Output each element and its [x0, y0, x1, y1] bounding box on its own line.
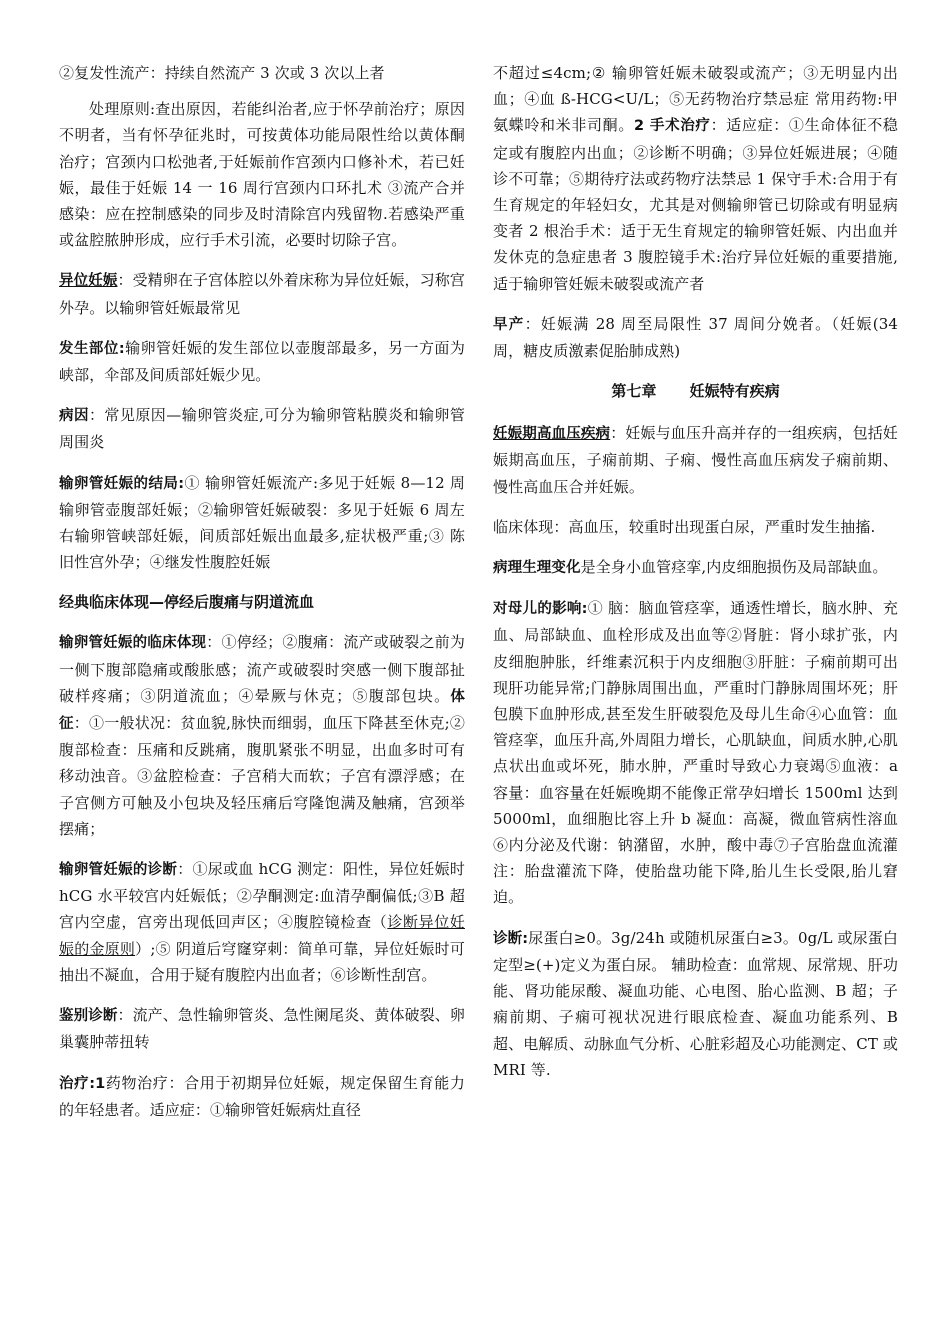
outcome-paragraph	[59, 470, 465, 576]
treatment-principle-paragraph: 处理原则:查出原因，若能纠治者,应于怀孕前治疗；原因不明者，当有怀孕征兆时，可按黄体功能局限性给以黄体酮治疗；宫颈内口松弛者,于妊娠前作宫颈内口修补术，若已妊娠，最佳于妊娠 14 一 16 周行宫颈内口环扎术 ③流产合并感染：应在控制感染的同步及时清除宫内残留物.若感染严重或盆腔脓肿形成，应行手术引流，必要时切除子宫。	[59, 100, 465, 250]
preterm-paragraph	[493, 311, 898, 364]
clinical-text: ：①停经；②腹痛：流产或破裂之前为一侧下腹部隐痛或酸胀感；流产或破裂时突感一侧下腹部扯破样疼痛；③阴道流血；④晕厥与休克；⑤腹部包块。	[59, 633, 466, 705]
treatment-continued-paragraph	[493, 60, 898, 297]
treatment-text: 药物治疗：合用于初期异位妊娠，规定保留生育能力的年轻患者。适应症：①输卵管妊娠病灶直径	[59, 1073, 465, 1119]
chapter-title: 妊娠特有疾病	[689, 382, 780, 401]
differential-paragraph	[59, 1002, 465, 1055]
diagnosis-criteria-term: 诊断:	[493, 930, 529, 947]
diagnosis-term: 输卵管妊娠的诊断	[59, 862, 178, 879]
site-term: 发生部位:	[59, 340, 125, 357]
clinical-presentation-paragraph: 临床体现：高血压，较重时出现蛋白尿，严重时发生抽搐.	[493, 517, 876, 536]
clinical-paragraph	[59, 629, 465, 842]
outcome-text: ① 输卵管妊娠流产:多见于妊娠 8—12 周输卵管壶腹部妊娠；②输卵管妊娠破裂：多见于妊娠 6 周左右输卵管峡部妊娠，间质部妊娠出血最多,症状极严重;③ 陈旧性宫外孕；④继发性腹腔妊娠	[59, 473, 465, 572]
right-column	[493, 60, 898, 1097]
hypertension-definition: ：妊娠与血压升高并存的一组疾病，包括妊娠期高血压，子痫前期、子痫、慢性高血压病发子痫前期、慢性高血压合并妊娠。	[493, 424, 898, 496]
differential-text: ：流产、急性输卵管炎、急性阑尾炎、黄体破裂、卵巢囊肿蒂扭转	[59, 1006, 465, 1052]
impact-text: ① 脑：脑血管痉挛，通透性增长，脑水肿、充血、局部缺血、血栓形成及出血等②肾脏：肾小球扩张，内皮细胞肿胀，纤维素沉积于内皮细胞③肝脏：子痫前期可出现肝功能异常;门静脉周围出血，严重时门静脉周围坏死；肝包膜下血肿形成,甚至发生肝破裂危及母儿生命④心血管：血管痉挛，血压升高,外周阻力增长，心肌缺血，间质水肿,心肌点状出血或坏死，肺水肿，严重时导致心力衰竭⑤血液：a 容量：血容量在妊娠晚期不能像正常孕妇增长 1500ml 达到 5000ml，血细胞比容上升 b 凝血：高凝，微血管病性溶血⑥内分泌及代谢：钠潴留，水肿，酸中毒⑦子宫胎盘血流灌注：胎盘灌流下降，使胎盘功能下降,胎儿生长受限,胎儿窘迫。	[493, 599, 898, 907]
surgery-term: 2 手术治疗	[634, 118, 711, 135]
preterm-text: ：妊娠满 28 周至局限性 37 周间分娩者。（妊娠(34 周，糖皮质激素促胎肺成熟)	[493, 314, 899, 361]
treatment-term: 治疗:1	[59, 1075, 106, 1092]
site-paragraph	[59, 335, 465, 388]
chapter-number: 第七章	[611, 382, 657, 401]
ectopic-definition: ：受精卵在子宫体腔以外着床称为异位妊娠，习称宫外孕。以输卵管妊娠最常见	[59, 271, 465, 317]
diagnosis-text-1: ：①尿或血 hCG 测定：阳性，异位妊娠时 hCG 水平较宫内妊娠低；②孕酮测定:血清孕酮偏低;③B 超宫内空虚，宫旁出现低回声区；④腹腔镜检查（	[59, 860, 465, 932]
diagnosis-text-2: ）;⑤ 阴道后穹窿穿刺：简单可靠，异位妊娠时可抽出不凝血，合用于疑有腹腔内出血者；⑥诊断性刮宫。	[59, 939, 465, 984]
left-column	[59, 60, 465, 1137]
treatment-paragraph	[59, 1070, 465, 1123]
hypertension-term: 妊娠期高血压疾病	[493, 426, 611, 443]
differential-term: 鉴别诊断	[59, 1008, 118, 1025]
classic-presentation-heading: 经典临床体现—停经后腹痛与阴道流血	[59, 593, 315, 612]
clinical-term: 输卵管妊娠的临床体现	[59, 635, 207, 652]
diagnosis-paragraph	[59, 856, 465, 988]
pathophysiology-text: 是全身小血管痉挛,内皮细胞损伤及局部缺血。	[580, 558, 888, 577]
ectopic-definition-paragraph	[59, 267, 465, 320]
cause-paragraph	[59, 402, 465, 455]
recurrent-abortion-paragraph: ②复发性流产：持续自然流产 3 次或 3 次以上者	[59, 64, 385, 82]
sign-term: 体征	[59, 688, 465, 733]
treatment-continued-text-2: ：适应症：①生命体征不稳定或有腹腔内出血；②诊断不明确；③异位妊娠进展；④随诊不可靠；⑤期待疗法或药物疗法禁忌 1 保守手术:合用于有生育规定的年轻妇女，尤其是对侧输卵管已切除或有明显病变者 2 根治手术：适于无生育规定的输卵管妊娠、内出血并发休克的急症患者 3 腹腔镜手术:治疗异位妊娠的重要措施,适于输卵管妊娠未破裂或流产者	[493, 116, 899, 293]
diagnosis-criteria-text: 尿蛋白≥0。3g/24h 或随机尿蛋白≥3。0g/L 或尿蛋白定型≥(+)定义为蛋白尿。 辅助检查：血常规、尿常规、肝功能、肾功能尿酸、凝血功能、心电图、胎心监测、B 超；子痫前期、子痫可视状况进行眼底检查、凝血功能系列、B 超、电解质、动脉血气分析、心脏彩超及心功能测定、CT 或 MRI 等.	[493, 928, 898, 1079]
gold-standard-text: 诊断异位妊娠的金原则	[59, 913, 465, 958]
impact-paragraph	[493, 595, 898, 910]
pathophysiology-term: 病理生理变化	[493, 560, 581, 577]
diagnosis-criteria-paragraph	[493, 925, 898, 1083]
hypertension-paragraph	[493, 420, 898, 500]
sign-text: ：①一般状况：贫血貌,脉快而细弱，血压下降甚至休克;② 腹部检查：压痛和反跳痛，腹肌紧张不明显，出血多时可有移动浊音。③盆腔检查：子宫稍大而软；子宫有漂浮感；在子宫侧方可触及小包块及轻压痛后穹隆饱满及触痛，宫颈举摆痛；	[59, 714, 465, 838]
pathophysiology-paragraph	[493, 554, 898, 581]
cause-term: 病因	[59, 408, 89, 425]
cause-text: ：常见原因—输卵管炎症,可分为输卵管粘膜炎和输卵管周围炎	[59, 406, 465, 452]
outcome-term: 输卵管妊娠的结局:	[59, 475, 185, 492]
site-text: 输卵管妊娠的发生部位以壶腹部最多，另一方面为峡部，伞部及间质部妊娠少见。	[59, 338, 465, 385]
ectopic-term: 异位妊娠	[59, 273, 118, 290]
chapter-heading	[493, 378, 898, 404]
treatment-continued-text-1: 不超过≤4cm;② 输卵管妊娠未破裂或流产；③无明显内出血；④血 ß-HCG<U/L；⑤无药物治疗禁忌症 常用药物:甲氨蝶呤和米非司酮。	[493, 64, 898, 135]
preterm-term: 早产	[493, 316, 525, 333]
impact-term: 对母儿的影响:	[493, 601, 588, 618]
